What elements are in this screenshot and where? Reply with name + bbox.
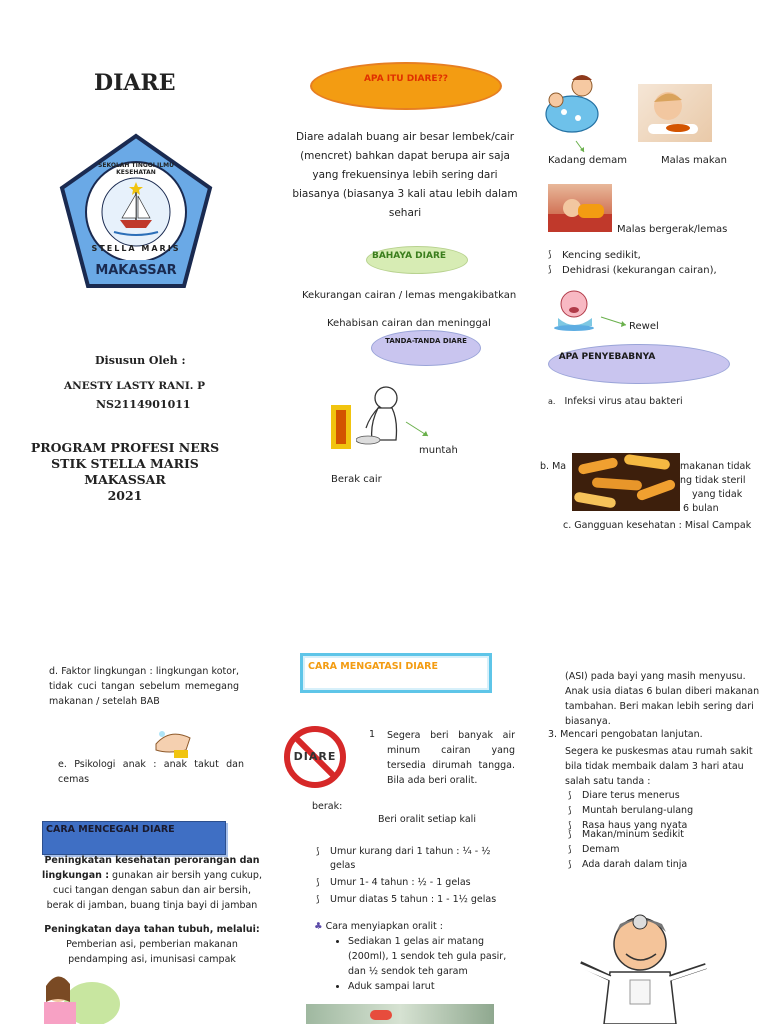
step-1-number: 1 [369,729,376,740]
label-kadang-demam: Kadang demam [548,155,627,166]
cause-b-right-1: makanan tidak [680,461,751,472]
header-penyebab-label: APA PENYEBABNYA [558,352,656,362]
label-muntah: muntah [419,445,458,456]
header-cara-mencegah [42,821,226,855]
label-malas-bergerak: Malas bergerak/lemas [617,224,728,235]
label-malas-makan: Malas makan [661,155,728,166]
prevention-1-heading: Peningkatan kesehatan perorangan dan lingkungan : [42,855,260,881]
club-bullet-icon: ♣ [314,921,323,932]
bahaya-line-1: Kekurangan cairan / lemas mengakibatkan [302,290,517,301]
program-line-2: STIK STELLA MARIS [51,456,199,471]
header-apa-itu-diare [310,62,502,110]
school-logo [54,132,218,294]
program-year: 2021 [107,488,143,503]
prep-steps-list [318,934,520,994]
cause-a [548,395,758,409]
asi-text: (ASI) pada bayi yang masih menyusu. Anak usia diatas 6 bulan diberi makanan tambahan. Beri makan lebih sering dari biasanya. [565,671,760,727]
warning-sign: ⟆ Diare terus menerus [568,789,758,803]
prevention-1-text: gunakan air bersih yang cukup, cuci tangan dengan sabun dan air bersih, berak di jamban, buang tinja bayi di jamban [46,870,262,911]
prep-step: • Aduk sampai larut [348,979,520,994]
cause-b-right-3: yang tidak [692,489,743,500]
logo-city-text: MAKASSAR [95,263,177,278]
warning-sign: ⟆ Rasa haus yang nyata [568,819,758,833]
crying-baby-icon [552,288,602,332]
crying-child-photo [638,84,712,142]
step-1-text: Segera beri banyak air minum cairan yang tersedia dirumah tangga. Bila ada beri oralit. [387,730,515,786]
label-rewel: Rewel [629,321,659,332]
prevention-2 [42,922,262,967]
arrow-icon [404,420,434,440]
brochure-title: DIARE [94,70,176,96]
header-cara-mengatasi-label: CARA MENGATASI DIARE [308,661,438,672]
stop-diare-icon [284,726,346,788]
header-apa-itu-diare-label: APA ITU DIARE?? [363,74,449,84]
berak-label: berak: [312,801,343,812]
prep-step: • Sediakan 1 gelas air matang (200ml), 1 sendok teh gula pasir, dan ½ sendok teh garam [348,934,520,979]
prevention-2-heading: Peningkatan daya tahan tubuh, melalui: [44,924,260,935]
prevention-1 [40,853,264,913]
medicine-photo [306,1004,494,1024]
handwashing-icon [150,724,196,760]
fever-child-icon [544,72,608,142]
author-nim: NS2114901011 [96,398,191,411]
oralit-dose-list [316,845,516,907]
program-block [20,440,230,504]
doctor-cartoon-icon [574,910,714,1024]
rewel-arrow-icon [600,314,630,328]
dose-item: ⟆ Umur diatas 5 tahun : 1 - 1½ gelas [316,893,516,907]
diare-definition: Diare adalah buang air besar lembek/cair (mencret) bahkan dapat berupa air saja yang frekuensinya lebih sering dari biasanya (biasanya 3 kali atau lebih dalam sehari [292,131,518,219]
cause-c: c. Gangguan kesehatan : Misal Campak [563,520,752,531]
header-cara-mengatasi [300,653,492,693]
prevention-2-text: Pemberian asi, pemberian makanan pendamping asi, imunisasi campak [66,939,238,965]
oralit-label: Beri oralit setiap kali [378,814,476,825]
cause-a-text: Infeksi virus atau bakteri [564,396,683,407]
header-tanda-tanda-diare [371,330,481,366]
symptom-item: ⟆ Dehidrasi (kekurangan cairan), [548,263,758,278]
program-line-1: PROGRAM PROFESI NERS [30,440,220,455]
cause-b-right-4: 6 bulan [683,503,719,514]
program-line-3: MAKASSAR [84,472,166,487]
step-3-text: Segera ke puskesmas atau rumah sakit bila tidak membaik dalam 3 hari atau salah satu tanda : [565,746,753,787]
cause-b-right-2: ng tidak steril [680,475,746,486]
warning-sign: ⟆ Demam [568,843,758,857]
cause-a-letter: a. [548,397,556,406]
lethargic-child-photo [548,184,612,232]
warning-sign: ⟆ Muntah berulang-ulang [568,804,758,818]
stop-diare-text: DIARE [293,750,337,763]
logo-ring-bottom-text: STELLA MARIS [91,244,181,253]
symptom-item: ⟆ Kencing sedikit, [548,248,758,263]
warning-sign: ⟆ Ada darah dalam tinja [568,858,758,872]
label-berak-cair: Berak cair [331,474,382,485]
warning-signs-list [568,789,758,872]
step-3-title: 3. Mencari pengobatan lanjutan. [548,729,703,740]
header-cara-mencegah-label: CARA MENCEGAH DIARE [46,824,175,835]
factor-d: d. Faktor lingkungan : lingkungan kotor, tidak cuci tangan sebelum memegang makanan / setelah BAB [49,666,239,707]
breastfeeding-mother-icon [36,972,120,1024]
prep-title [314,920,443,934]
symptom-list [548,248,758,278]
bahaya-line-2: Kehabisan cairan dan meninggal [327,318,491,329]
cause-b-left: b. Ma [540,461,567,472]
factor-e: e. Psikologi anak : anak takut dan cemas [58,759,244,785]
prep-title-text: Cara menyiapkan oralit : [325,921,443,932]
logo-ring-top-text: SEKOLAH TINGGI ILMU KESEHATAN [98,162,174,176]
author-name: ANESTY LASTY RANI. P [64,380,205,392]
berak-cair-icon [331,405,351,449]
dose-item: ⟆ Umur kurang dari 1 tahun : ¼ - ½ gelas [316,845,516,873]
bacteria-photo [572,453,680,511]
author-label: Disusun Oleh : [95,354,186,367]
dose-item: ⟆ Umur 1- 4 tahun : ½ - 1 gelas [316,876,516,890]
warning-sign: ⟆ Makan/minum sedikit [568,828,758,842]
header-apa-penyebabnya [548,344,730,384]
header-tanda-label: TANDA-TANDA DIARE [385,337,467,345]
header-bahaya-diare [366,246,468,274]
header-bahaya-diare-label: BAHAYA DIARE [371,251,447,261]
